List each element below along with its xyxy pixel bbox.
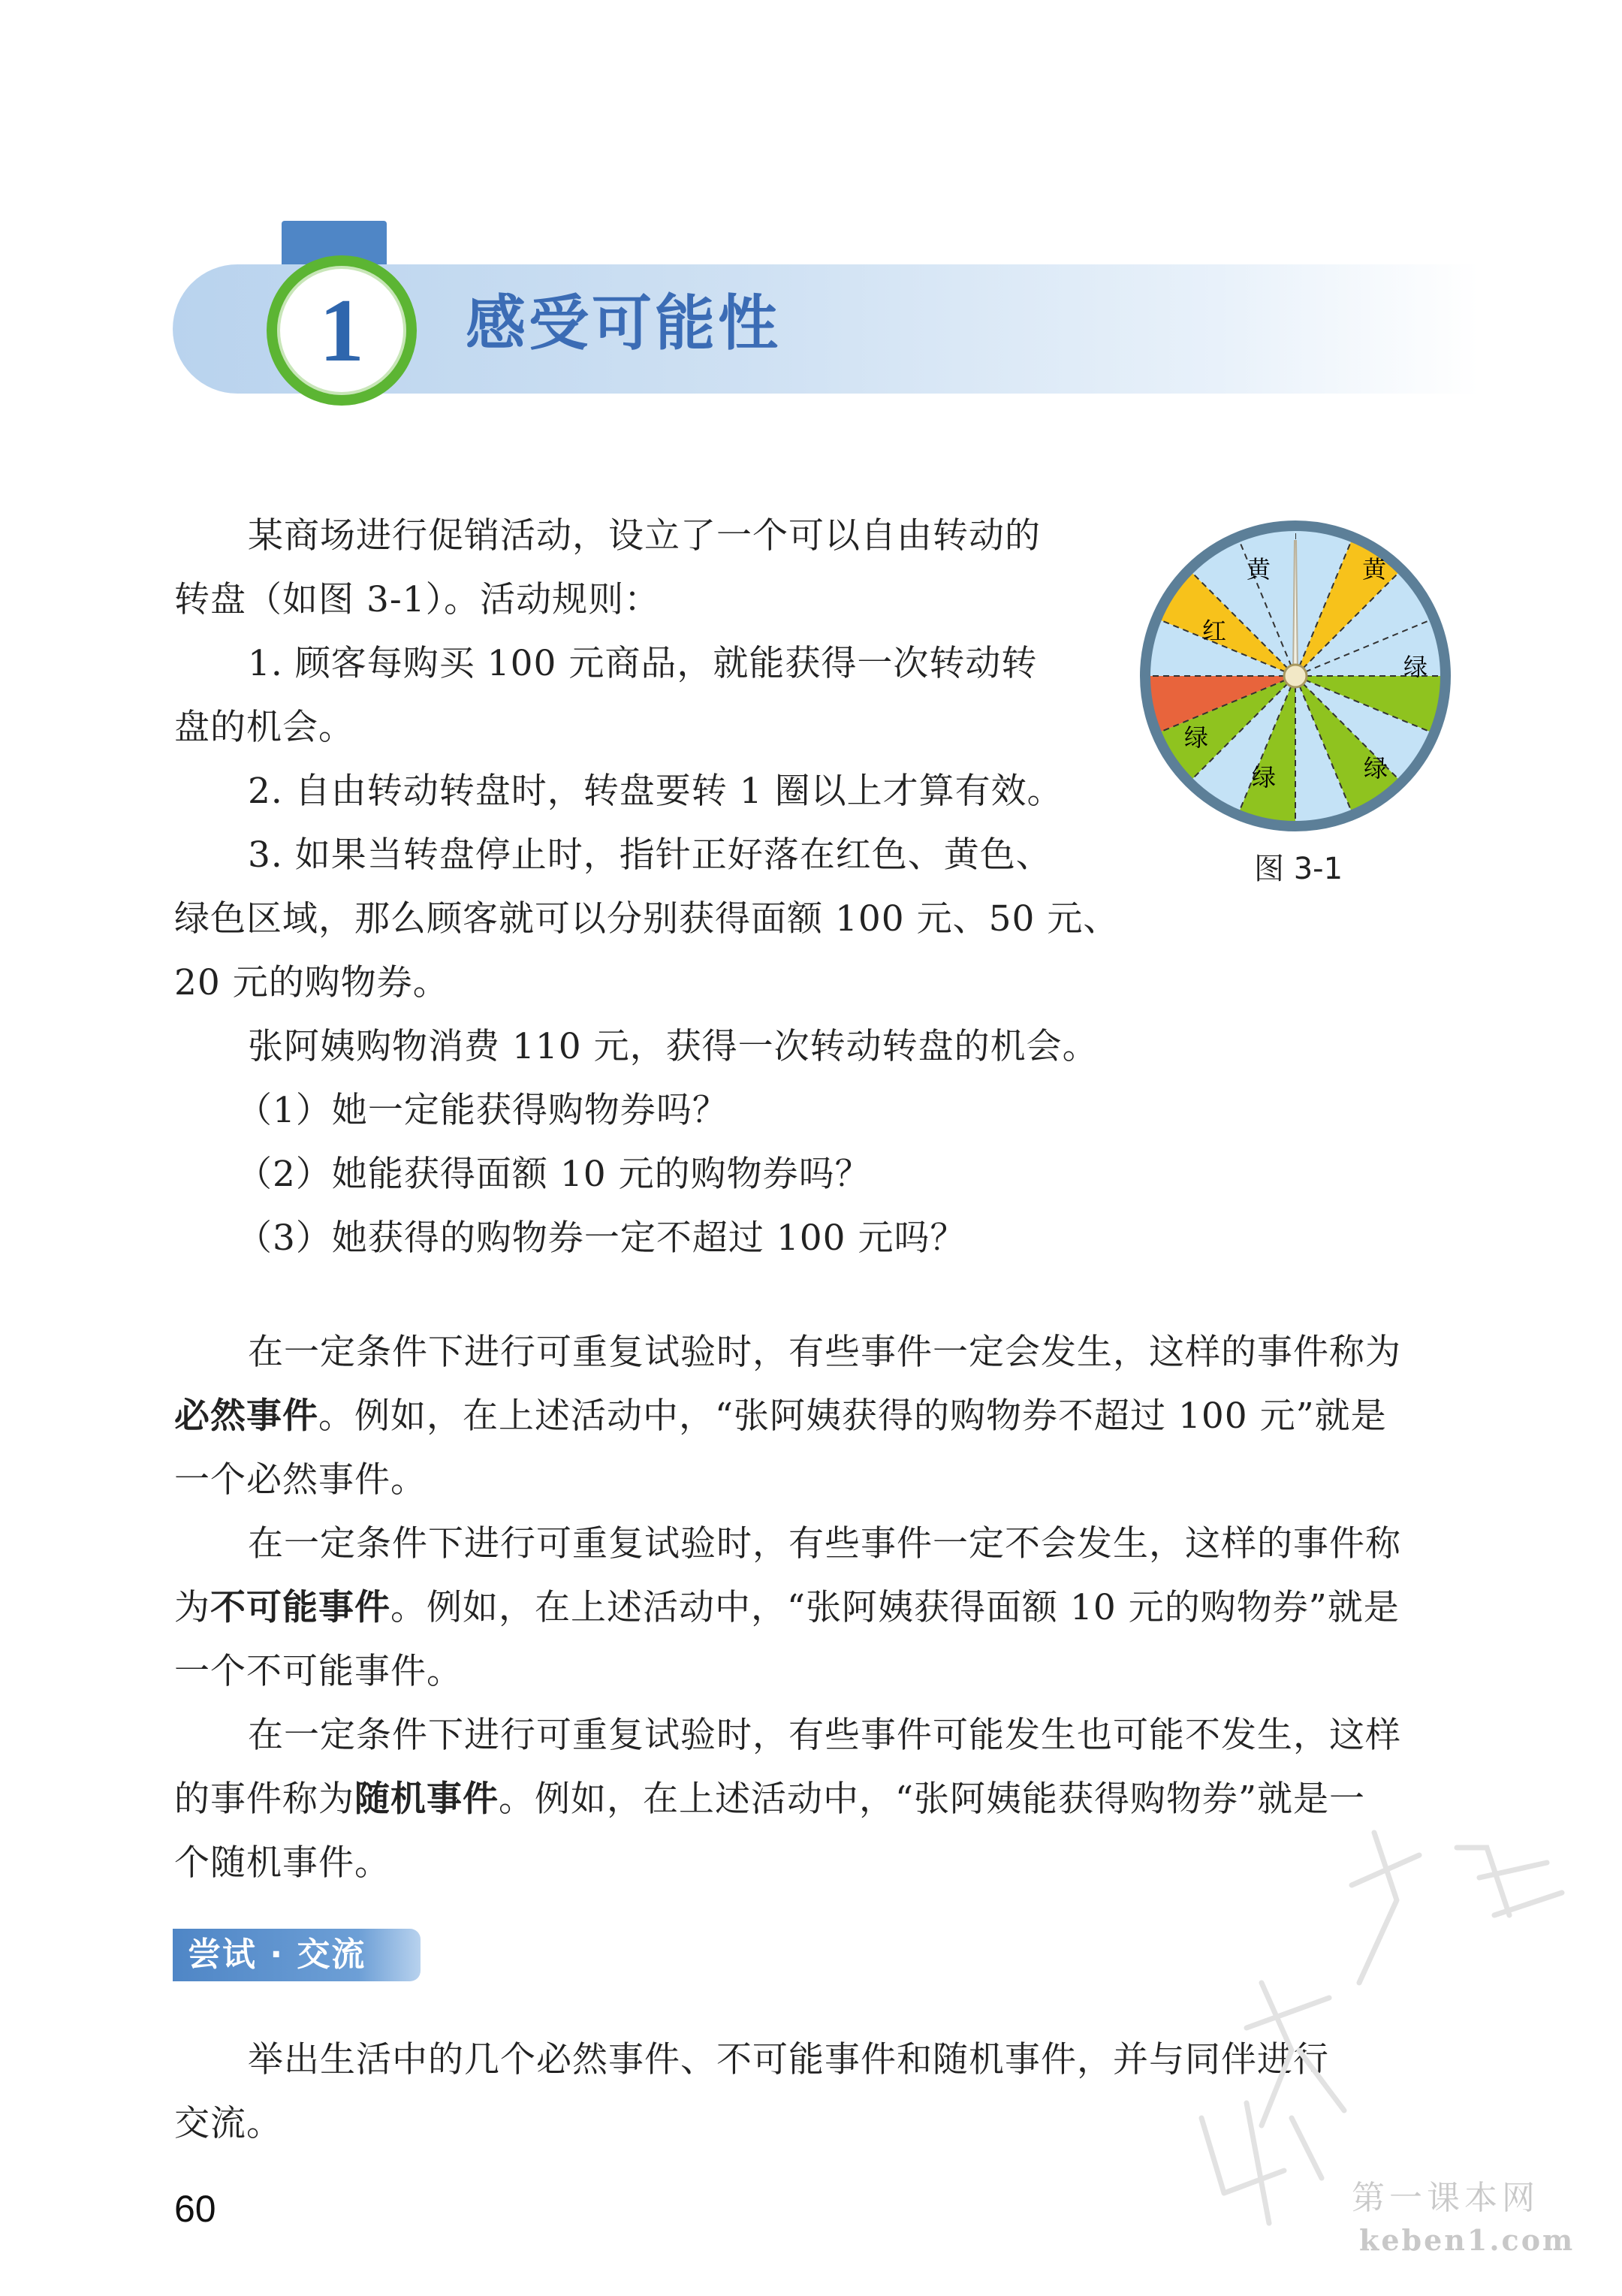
intro-line-1: 某商场进行促销活动，设立了一个可以自由转动的: [248, 515, 1041, 557]
spinner-hub: [1284, 665, 1307, 687]
spinner-figure: [1130, 511, 1461, 841]
rule-3-line-3: 20 元的购物券。: [174, 962, 449, 1003]
term-impossible-event: 不可能事件: [210, 1587, 390, 1628]
rule-3-line-1: 3. 如果当转盘停止时，指针正好落在红色、黄色、: [248, 834, 1052, 876]
impossible-line-2: 为不可能事件。例如，在上述活动中，“张阿姨获得面额 10 元的购物券”就是: [174, 1587, 1400, 1628]
label-green-4: 绿: [1183, 723, 1209, 752]
scenario-line: 张阿姨购物消费 110 元，获得一次转动转盘的机会。: [248, 1026, 1099, 1067]
rule-1-line-2: 盘的机会。: [174, 707, 354, 748]
question-1: （1）她一定能获得购物券吗？: [237, 1090, 728, 1131]
try-line-2: 交流。: [174, 2103, 282, 2144]
label-red: 红: [1201, 617, 1227, 645]
label-yellow-2: 黄: [1361, 555, 1387, 584]
term-certain-event: 必然事件: [174, 1395, 318, 1437]
try-section-label: 尝试 · 交流: [188, 1935, 366, 1974]
random-line-3: 个随机事件。: [174, 1842, 390, 1884]
rule-2: 2. 自由转动转盘时，转盘要转 1 圈以上才算有效。: [248, 771, 1063, 812]
label-green-2: 绿: [1363, 754, 1388, 783]
term-random-event: 随机事件: [354, 1779, 499, 1820]
section-title: 感受可能性: [466, 288, 781, 358]
watermark-site-name: 第一课本网: [1352, 2179, 1539, 2217]
watermark-domain: keben1.com: [1359, 2223, 1575, 2257]
rule-3-line-2: 绿色区域，那么顾客就可以分别获得面额 100 元、50 元、: [174, 898, 1120, 940]
rule-1-line-1: 1. 顾客每购买 100 元商品，就能获得一次转动转: [248, 643, 1038, 684]
question-2: （2）她能获得面额 10 元的购物券吗？: [237, 1154, 871, 1195]
impossible-line-1: 在一定条件下进行可重复试验时，有些事件一定不会发生，这样的事件称: [248, 1523, 1401, 1564]
intro-line-2: 转盘（如图 3-1）。活动规则：: [174, 579, 661, 620]
random-line-1: 在一定条件下进行可重复试验时，有些事件可能发生也可能不发生，这样: [248, 1715, 1401, 1756]
page-number: 60: [174, 2188, 216, 2230]
label-green-1: 绿: [1403, 653, 1428, 681]
spinner-pointer: [1293, 541, 1298, 676]
certain-line-2: 必然事件。例如，在上述活动中，“张阿姨获得的购物券不超过 100 元”就是: [174, 1395, 1387, 1437]
question-3: （3）她获得的购物券一定不超过 100 元吗？: [237, 1217, 966, 1259]
label-yellow-1: 黄: [1246, 555, 1271, 584]
impossible-line-3: 一个不可能事件。: [174, 1651, 463, 1692]
certain-line-1: 在一定条件下进行可重复试验时，有些事件一定会发生，这样的事件称为: [248, 1332, 1401, 1373]
random-line-2: 的事件称为随机事件。例如，在上述活动中，“张阿姨能获得购物券”就是一: [174, 1779, 1366, 1820]
figure-caption: 图 3-1: [1254, 852, 1343, 886]
watermark-stamp: [1171, 1803, 1622, 2296]
try-line-1: 举出生活中的几个必然事件、不可能事件和随机事件，并与同伴进行: [248, 2039, 1329, 2080]
section-number-badge: [267, 255, 417, 406]
section-number: 1: [319, 280, 364, 380]
label-green-3: 绿: [1251, 763, 1277, 792]
certain-line-3: 一个必然事件。: [174, 1459, 427, 1501]
